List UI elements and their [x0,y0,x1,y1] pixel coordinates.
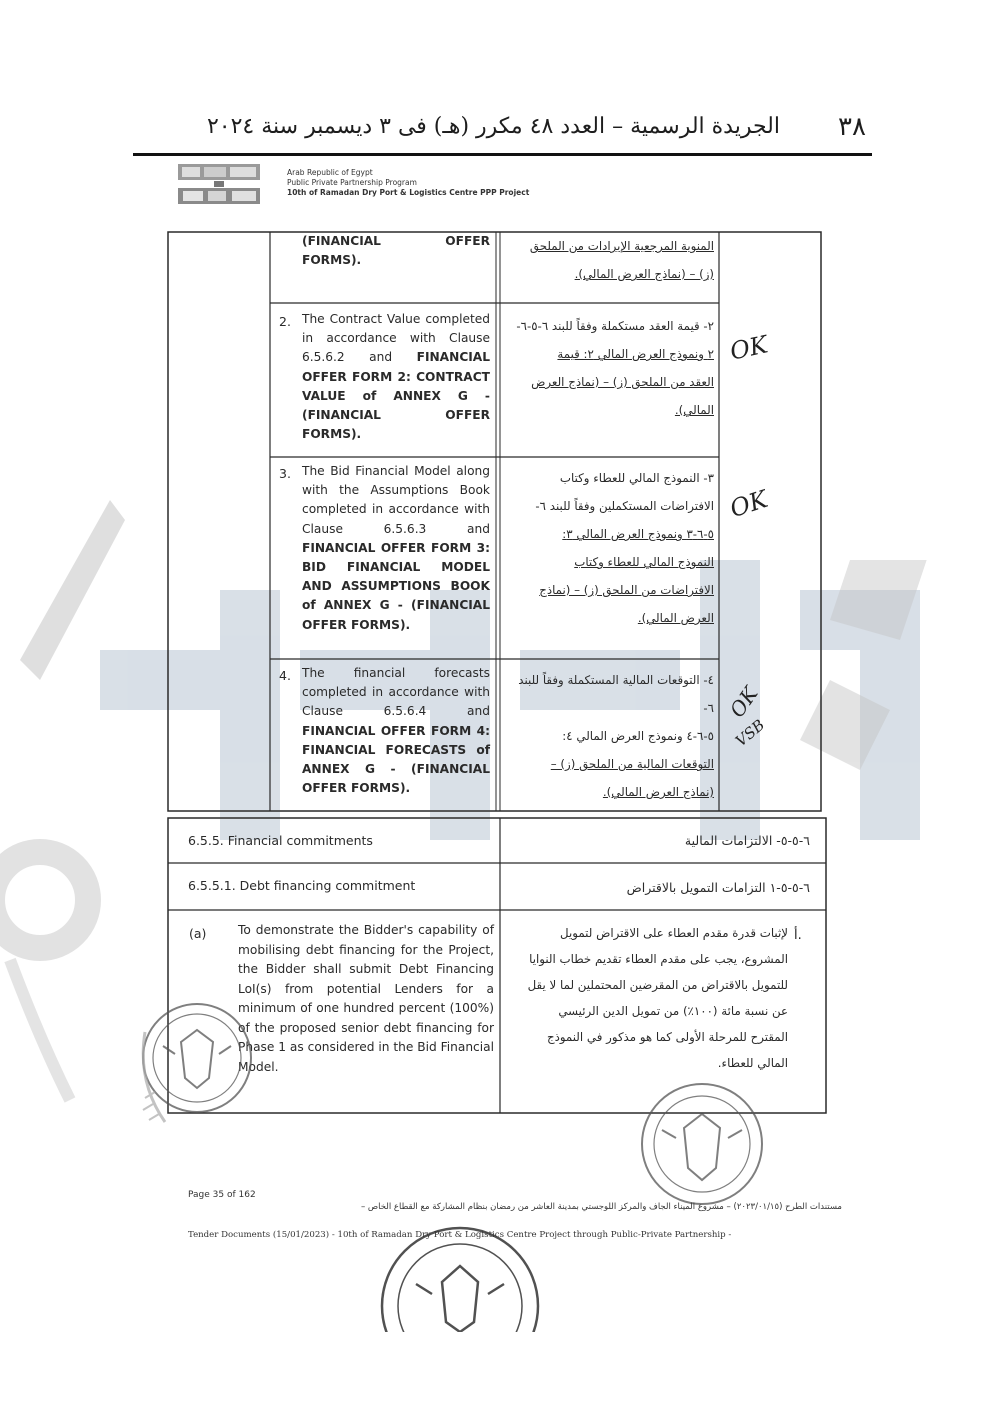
row-3-bold-text: FINANCIAL OFFER FORM 3: BID FINANCIAL MODEL AND ASSUMPTIONS BOOK of ANNEX G - (FINANCIAL OFFER FORMS). [302,540,490,632]
clause-a-ar-line-3: للتمويل بالاقتراض من المقرضين المحتملين لما لا يقل [527,978,788,992]
handwritten-ok-note: OK [727,330,771,366]
clause-a-ar-line-4: عن نسبة مائة (١٠٠٪) من تمويل الدين الرئيسي [558,1004,788,1018]
table-row-3-en [302,462,490,635]
header-line-1: Arab Republic of Egypt [287,168,373,177]
row-4-ar-line-4: (نماذج العرض المالي). [602,785,714,799]
handwritten-initials: VSB [731,715,769,751]
row-4-number: 4. [279,668,291,683]
clause-a-ar-line-6: المالي للعطاء. [717,1056,788,1070]
row-2-ar-line-2: ٢ ونموذج العرض المالي ٢: قيمة [557,347,714,361]
section-6-5-5-title-ar: ٦-٥-٥- الالتزامات المالية [684,833,810,848]
row-4-ar-line-1: ٤- التوقعات المالية المستكملة وفقاً للبند ٦- [518,673,714,715]
footer-ar-line: مستندات الطرح (٢٠٢٣/٠١/١٥) – مشروع الميناء الجاف والمركز اللوجستي بمدينة العاشر من رمضان بنظام المشاركة مع القطاع الخاص – [360,1202,842,1212]
row-3-ar-line-4: النموذج المالي للعطاء وكتاب [574,555,714,569]
section-6-5-5-title: 6.5.5. Financial commitments [188,833,373,848]
row-3-ar-line-5: الافتراضات من الملحق (ز) – (نماذج [539,583,714,597]
clause-a-ar [506,920,788,1076]
gazette-page-number: ٣٨ [838,112,866,142]
gazette-title: الجريدة الرسمية – العدد ٤٨ مكرر (هـ) فى ٣ ديسمبر سنة ٢٠٢٤ [206,114,780,139]
row-3-ar-line-3: ٥-٦-٣ ونموذج العرض المالي ٣: [562,527,714,541]
row-3-number: 3. [279,466,291,481]
clause-a-ar-line-5: المقترح للمرحلة الأولى كما هو مذكور في النموذج [546,1030,788,1044]
clause-a-ar-label: أ. [794,928,802,943]
row-2-plain-text: The Contract Value completed in accordance with Clause 6.5.6.2 and [302,312,490,365]
handwritten-ok-note: OK [726,484,772,524]
header-line-3: 10th of Ramadan Dry Port & Logistics Centre PPP Project [287,188,530,197]
row-1-ar-line-1: المنوية المرجعية الإيرادات من الملحق [529,239,714,253]
clause-a-ar-line-2: المشروع، يجب على مقدم العطاء تقديم خطاب النوايا [529,952,788,966]
table-row-2-ar [504,312,714,424]
section-6-5-5-1-title-ar: ٦-٥-٥-١ التزامات التمويل بالاقتراض [626,880,810,895]
row-3-ar-line-2: الافتراضات المستكملين وفقاً للبند ٦- [535,499,714,513]
table-row-4-ar [504,666,714,806]
table-row-2-en [302,310,490,444]
handwritten-ok-note: OK [724,682,763,722]
row-2-ar-line-1: ٢- قيمة العقد مستكملة وفقاً للبند ٦-٥-٦- [516,319,714,333]
table-row-3-ar [504,464,714,632]
row-3-ar-line-1: ٣- النموذج المالي للعطاء وكتاب [559,471,714,485]
official-seal-right [626,1072,778,1208]
header-line-2: Public Private Partnership Program [287,178,417,187]
clause-a-en-text: To demonstrate the Bidder's capability of mobilising debt financing for the Project, the Bidder shall submit Debt Financing LoI(s) from potential Lenders for a minimum of one hundred percent (100%) of the proposed senior debt financing for Phase 1 as considered in the Bid Financial Model. [238,923,494,1074]
page-counter: Page 35 of 162 [188,1190,256,1200]
row-3-ar-line-6: العرض المالي). [637,611,714,625]
row-2-bold-text: FINANCIAL OFFER FORM 2: CONTRACT VALUE of ANNEX G - (FINANCIAL OFFER FORMS). [302,350,490,442]
table-row-1-en [278,232,490,270]
footer-en-line: Tender Documents (15/01/2023) - 10th of Ramadan Dry Port & Logistics Centre Project through Public-Private Partnership - [188,1230,732,1240]
row-1-ar-line-2: (ز) – (نماذج العرض المالي). [574,267,714,281]
row-4-ar-line-3: التوقعات المالية من الملحق (ز) – [550,757,714,771]
row-3-plain-text: The Bid Financial Model along with the Assumptions Book completed in accordance with Clause 6.5.6.3 and [302,464,490,536]
table-row-1-ar [504,232,714,288]
row-2-ar-line-4: المالي). [674,403,714,417]
row-4-plain-text: The financial forecasts completed in accordance with Clause 6.5.6.4 and [302,666,490,719]
official-seal-left [135,992,255,1132]
clause-a-ar-line-1: لإثبات قدرة مقدم العطاء على الاقتراض لتمويل [560,926,788,940]
row-1-bold-text: (FINANCIAL OFFER FORMS). [302,234,490,268]
clause-a-label: (a) [189,926,207,941]
row-4-bold-text: FINANCIAL OFFER FORM 4: FINANCIAL FORECASTS of ANNEX G - (FINANCIAL OFFER FORMS). [302,723,490,796]
row-2-number: 2. [279,314,291,329]
row-4-ar-line-2: ٥-٦-٤ ونموذج العرض المالي ٤: [562,729,714,743]
row-2-ar-line-3: العقد من الملحق (ز) – (نماذج العرض [531,375,714,389]
clause-a-en [238,921,494,1077]
section-6-5-5-1-title: 6.5.5.1. Debt financing commitment [188,878,416,893]
table-row-4-en [302,664,490,798]
